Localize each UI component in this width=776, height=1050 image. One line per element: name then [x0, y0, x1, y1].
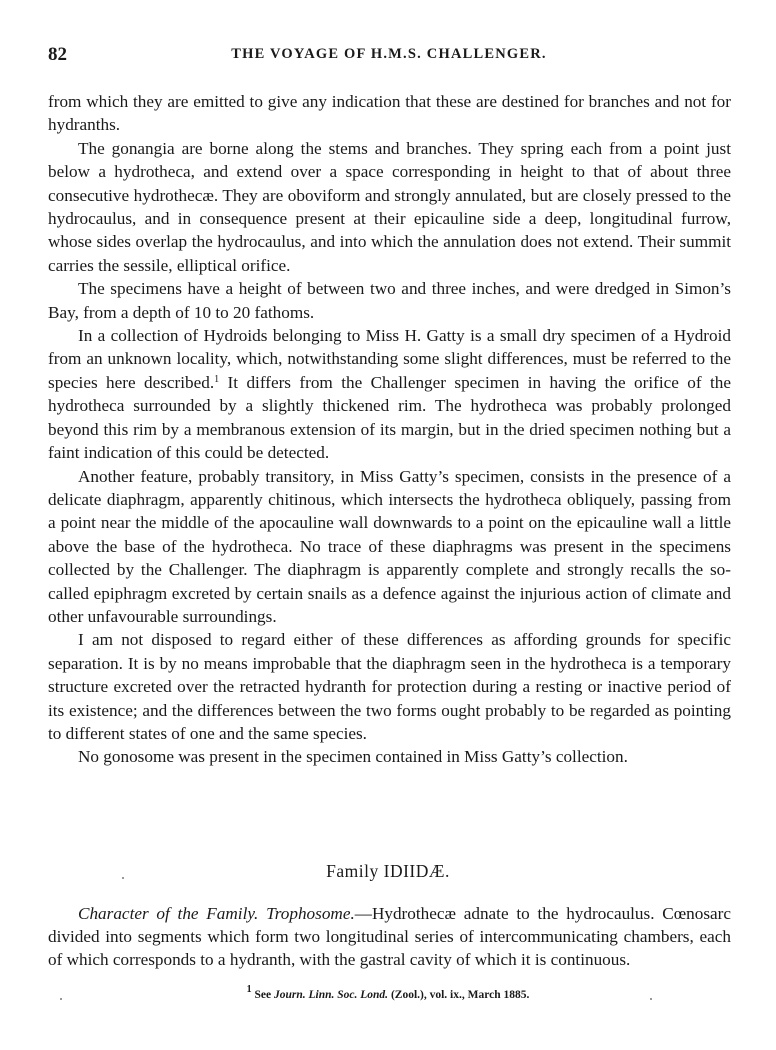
body-text [48, 90, 731, 769]
footnote-suffix: (Zool.), vol. ix., March 1885. [388, 989, 530, 1001]
print-speck [122, 877, 124, 879]
print-speck [650, 998, 652, 1000]
family-character-paragraph [48, 902, 731, 971]
section-heading: Family IDIIDÆ. [326, 861, 450, 881]
page-header [48, 44, 730, 66]
character-label: Character of the Family. [78, 904, 259, 923]
gatty-text-start: In a collection of Hydroids belonging to Miss H. Gatty is a small dry specimen of a Hydroid from an unknown locality, which, notwithstanding some slight differences, must be referred to the species here described. [48, 326, 731, 392]
footnote [0, 984, 776, 1001]
gatty-text-end: It differs from the Challenger specimen in having the orifice of the hydrotheca surrounded by a slightly thickened rim. The hydrotheca was probably prolonged beyond this rim by a membranous extension of its margin, but in the dried specimen nothing but a faint indication of this could be detected. [48, 372, 731, 463]
paragraph-gonangia: The gonangia are borne along the stems and branches. They spring each from a point just below a hydrotheca, and extend over a space corresponding in height to that of about three consecutive hydrothecæ. They are oboviform and strongly annulated, but are closely pressed to the hydrocaulus, and in consequence present at their epicauline side a deep, longitudinal furrow, whose sides overlap the hydrocaulus, and into which the annulation does not extend. Their summit carries the sessile, elliptical orifice. [48, 138, 731, 275]
footnote-prefix: See [251, 989, 274, 1001]
paragraph-gatty-collection [48, 324, 731, 464]
paragraph-diaphragm: Another feature, probably transitory, in Miss Gatty’s specimen, consists in the presence of a delicate diaphragm, apparently chitinous, which intersects the hydrotheca obliquely, passing from a point near the middle of the apocauline wall downwards to a point on the epicauline wall a little above the base of the hydrotheca. No trace of these diaphragms was present in the specimens collected by the Challenger. The diaphragm is apparently complete and strongly recalls the so-called epiphragm excreted by certain snails as a defence against the injurious action of climate and other unfavourable surroundings. [48, 466, 731, 626]
footnote-reference: 1 [214, 373, 220, 385]
running-head: THE VOYAGE OF H.M.S. CHALLENGER. [231, 46, 547, 62]
paragraph-gonosome: No gonosome was present in the specimen contained in Miss Gatty’s collection. [78, 747, 628, 767]
paragraph-specimens: The specimens have a height of between two and three inches, and were dredged in Simon’s Bay, from a depth of 10 to 20 fathoms. [48, 279, 731, 322]
family-character-text: —Hydrothecæ adnate to the hydrocaulus. Cœnosarc divided into segments which form two longitudinal series of intercommunicating chambers, each of which corresponds to a hydranth, with the gastral cavity of which it is continuous. [48, 904, 732, 969]
page-number: 82 [48, 44, 67, 65]
print-speck [60, 998, 62, 1000]
footnote-mark: 1 [246, 984, 252, 995]
footnote-journal: Journ. Linn. Soc. Lond. [273, 989, 389, 1001]
paragraph-separation: I am not disposed to regard either of these differences as affording grounds for specific separation. It is by no means improbable that the diaphragm seen in the hydrotheca is a temporary structure excreted over the retracted hydranth for protection during a resting or inactive period of its existence; and the differences between the two forms ought probably to be regarded as pointing to different states of one and the same species. [48, 630, 731, 743]
trophosome-label: Trophosome. [266, 904, 355, 923]
family-description [48, 902, 731, 971]
paragraph-continuation: from which they are emitted to give any indication that these are destined for branches and not for hydranths. [48, 92, 731, 135]
